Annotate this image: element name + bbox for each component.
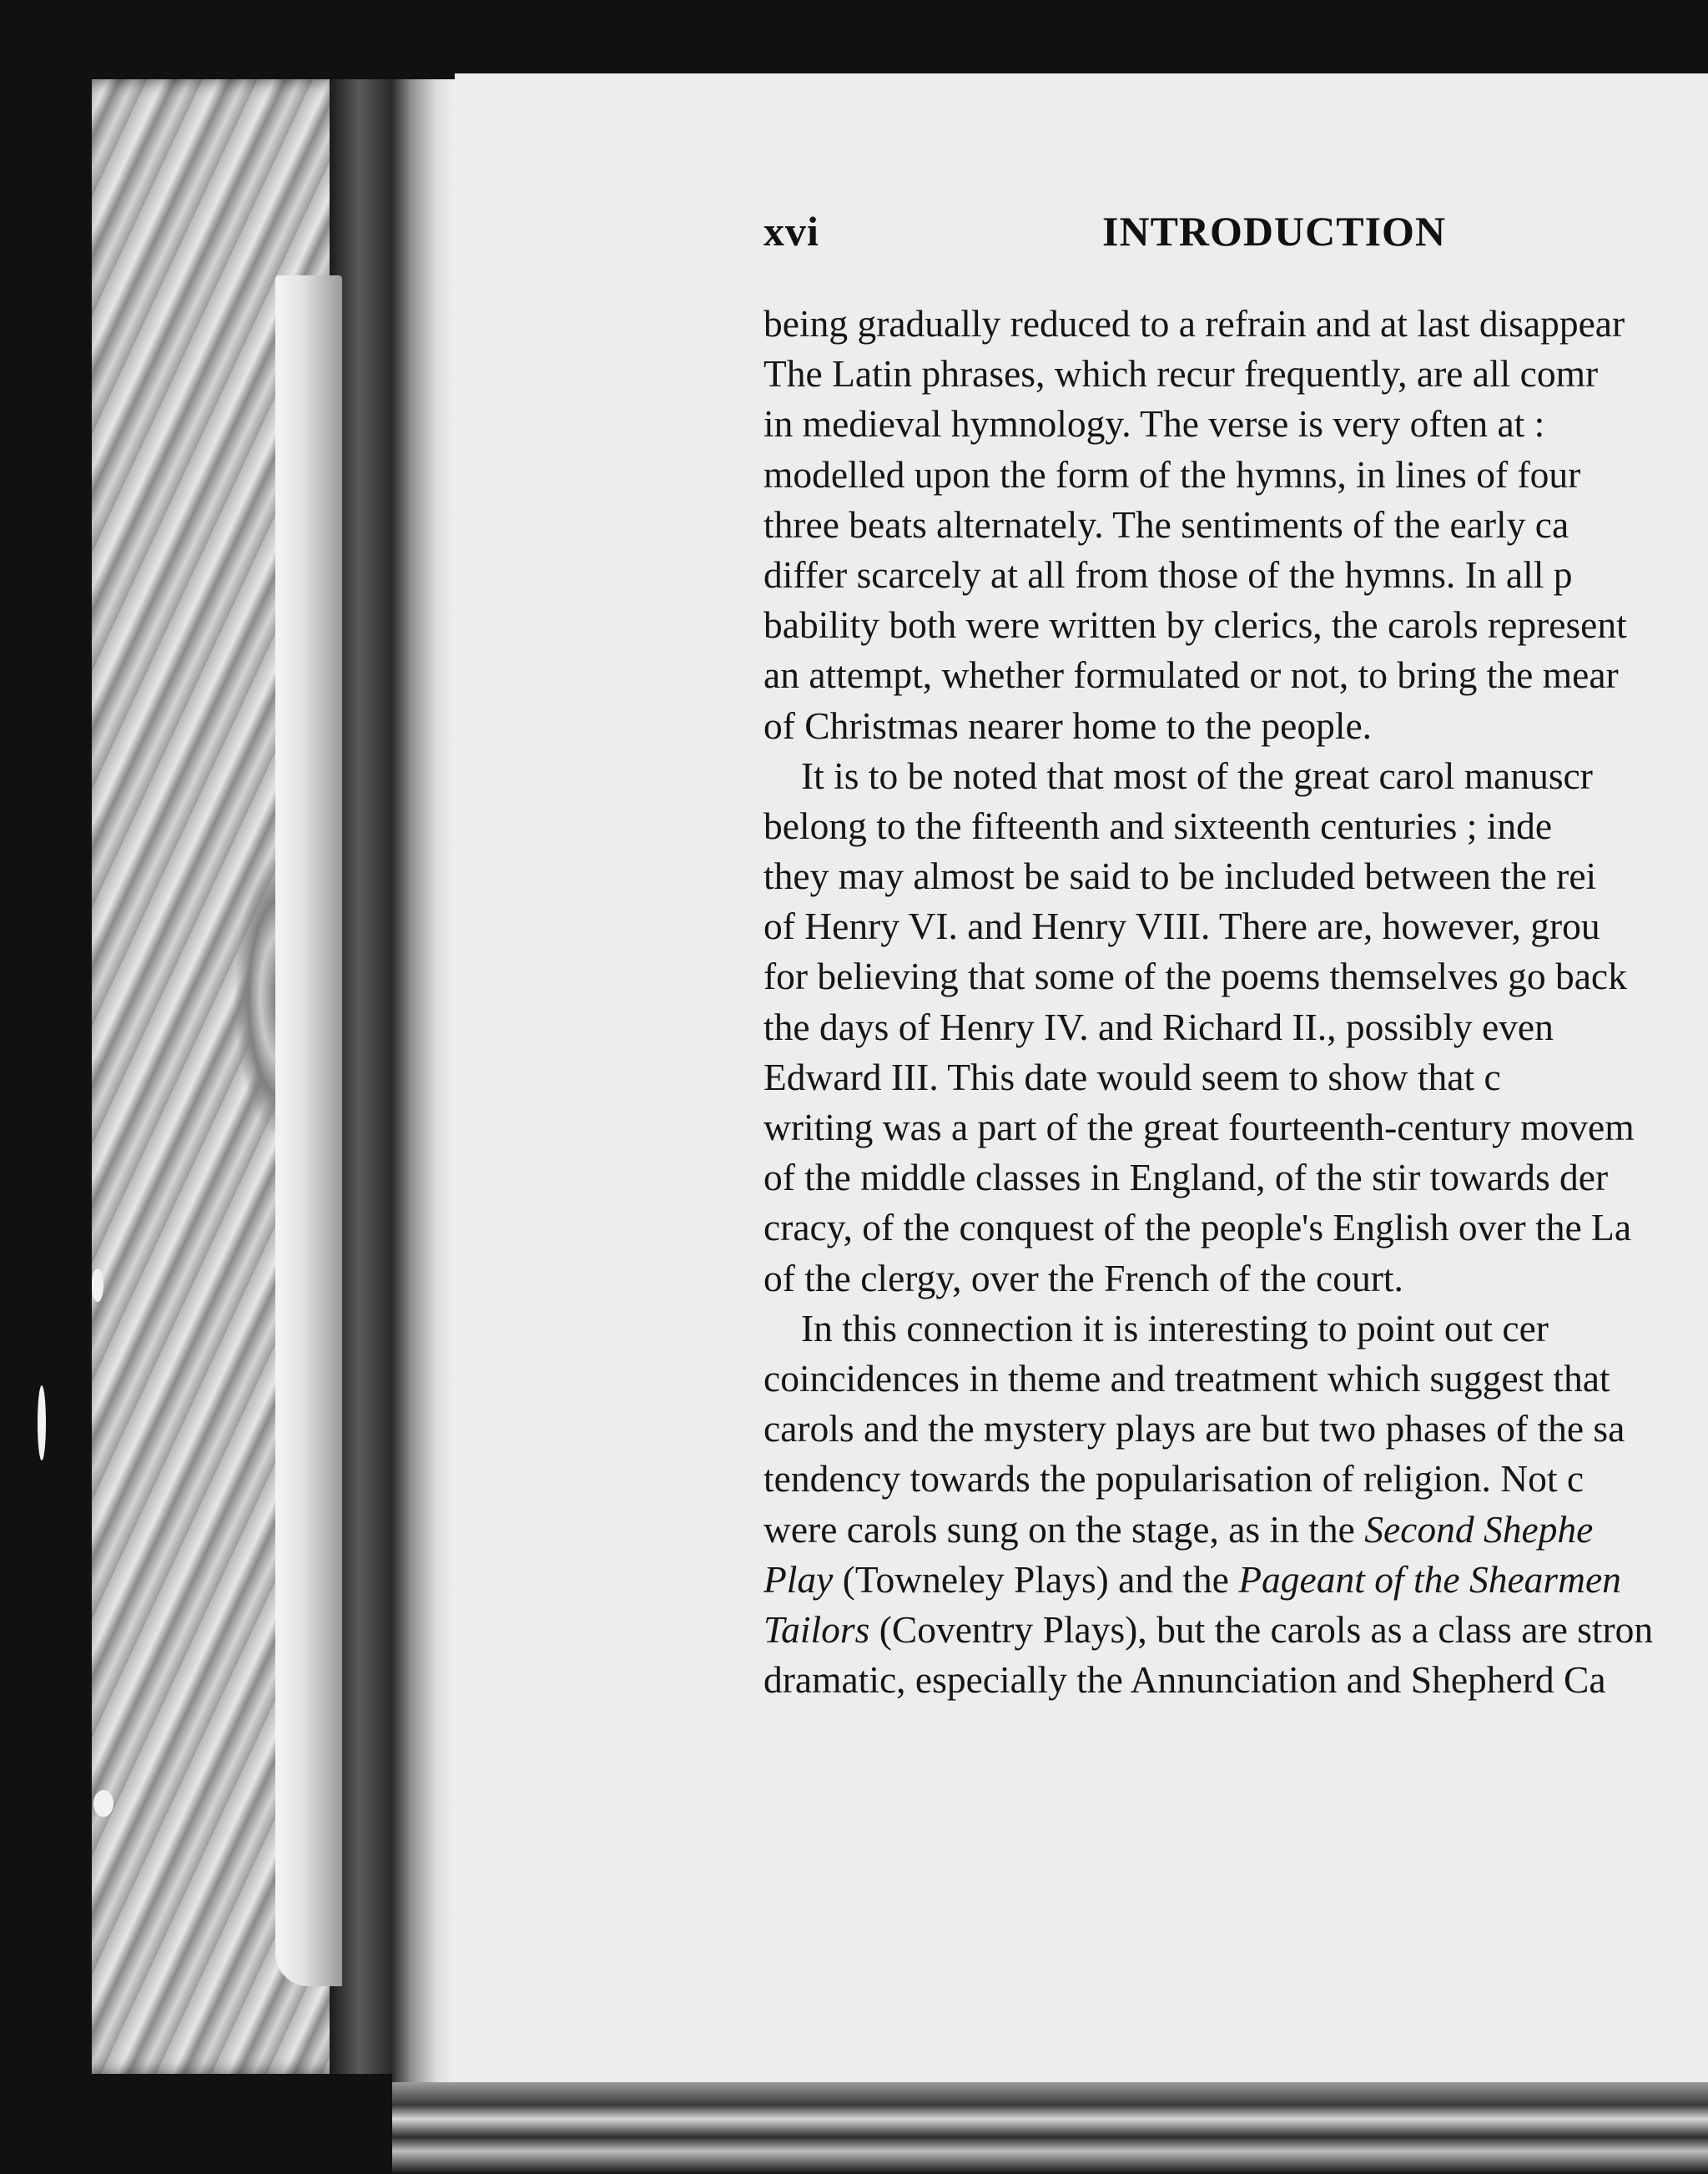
italic-title: Second Shephe bbox=[1364, 1507, 1594, 1551]
scan-speck bbox=[92, 1269, 103, 1302]
text-line bbox=[763, 1253, 1708, 1304]
text-segment: dramatic, especially the Annunciation and Shepherd Ca bbox=[763, 1658, 1606, 1702]
page-gutter bbox=[392, 79, 455, 2091]
text-line bbox=[763, 1052, 1708, 1102]
text-line bbox=[763, 349, 1708, 399]
text-segment: bability both were written by clerics, the carols represent bbox=[763, 603, 1627, 647]
text-segment: of Christmas nearer home to the people. bbox=[763, 704, 1373, 747]
running-title: INTRODUCTION bbox=[1102, 208, 1447, 255]
text-segment: of the clergy, over the French of the court. bbox=[763, 1256, 1403, 1299]
scan-speck bbox=[93, 1790, 113, 1817]
text-line bbox=[763, 650, 1708, 700]
text-line bbox=[763, 1505, 1708, 1555]
text-segment: Edward III. This date would seem to show that c bbox=[763, 1055, 1501, 1098]
italic-title: Pageant of the Shearmen bbox=[1238, 1557, 1621, 1601]
paragraph bbox=[763, 751, 1708, 1304]
text-segment: In this connection it is interesting to point out cer bbox=[801, 1306, 1549, 1349]
text-line bbox=[763, 801, 1708, 851]
text-segment: differ scarcely at all from those of the hymns. In all p bbox=[763, 552, 1573, 596]
scan-speck bbox=[38, 1385, 46, 1460]
text-line bbox=[763, 1304, 1708, 1354]
text-line bbox=[763, 901, 1708, 951]
text-line bbox=[763, 1605, 1708, 1655]
text-line bbox=[763, 1354, 1708, 1404]
text-segment: the days of Henry IV. and Richard II., possibly even bbox=[763, 1005, 1554, 1048]
text-segment: writing was a part of the great fourteenth-century movem bbox=[763, 1106, 1635, 1148]
italic-title: Play bbox=[763, 1557, 834, 1601]
text-segment: for believing that some of the poems themselves go back bbox=[763, 955, 1627, 998]
text-segment: an attempt, whether formulated or not, to bring the mear bbox=[763, 653, 1619, 697]
text-line bbox=[763, 851, 1708, 901]
text-line bbox=[763, 1102, 1708, 1153]
text-segment: (Coventry Plays), but the carols as a class are stron bbox=[869, 1607, 1654, 1651]
page-bottom-edge bbox=[392, 2082, 1708, 2174]
text-line bbox=[763, 701, 1708, 751]
paragraph bbox=[763, 299, 1708, 751]
text-segment: carols and the mystery plays are but two phases of the sa bbox=[763, 1407, 1625, 1450]
paragraph bbox=[763, 1304, 1708, 1706]
text-line bbox=[763, 450, 1708, 500]
text-segment: were carols sung on the stage, as in the bbox=[763, 1507, 1365, 1551]
text-segment: they may almost be said to be included between the rei bbox=[763, 855, 1597, 898]
text-line bbox=[763, 1555, 1708, 1605]
text-line bbox=[763, 1655, 1708, 1705]
page-number: xvi bbox=[763, 208, 819, 255]
text-line bbox=[763, 751, 1708, 801]
text-line bbox=[763, 550, 1708, 600]
text-segment: of the middle classes in England, of the stir towards der bbox=[763, 1156, 1609, 1199]
text-segment: three beats alternately. The sentiments of the early ca bbox=[763, 502, 1569, 546]
text-segment: belong to the fifteenth and sixteenth centuries ; inde bbox=[763, 804, 1553, 847]
text-segment: (Towneley Plays) and the bbox=[833, 1557, 1239, 1601]
text-line bbox=[763, 399, 1708, 449]
text-line bbox=[763, 1002, 1708, 1052]
text-segment: being gradually reduced to a refrain and at last disappear bbox=[763, 302, 1625, 345]
text-line bbox=[763, 1153, 1708, 1203]
running-head bbox=[763, 207, 1708, 265]
text-segment: tendency towards the popularisation of religion. Not c bbox=[763, 1457, 1585, 1501]
text-segment: The Latin phrases, which recur frequently, are all comr bbox=[763, 352, 1599, 396]
text-segment: of Henry VI. and Henry VIII. There are, however, grou bbox=[763, 905, 1600, 948]
italic-title: Tailors bbox=[763, 1607, 870, 1651]
text-segment: in medieval hymnology. The verse is very often at : bbox=[763, 402, 1545, 446]
text-line bbox=[763, 299, 1708, 349]
cover-flap bbox=[275, 275, 342, 1986]
text-line bbox=[763, 1404, 1708, 1454]
text-segment: modelled upon the form of the hymns, in lines of four bbox=[763, 452, 1581, 496]
text-segment: coincidences in theme and treatment which suggest that bbox=[763, 1356, 1610, 1400]
text-line bbox=[763, 1203, 1708, 1253]
text-line bbox=[763, 951, 1708, 1001]
text-line bbox=[763, 600, 1708, 650]
text-line bbox=[763, 500, 1708, 550]
text-segment: cracy, of the conquest of the people's English over the La bbox=[763, 1206, 1632, 1249]
text-line bbox=[763, 1454, 1708, 1504]
text-segment: It is to be noted that most of the great carol manuscr bbox=[801, 754, 1593, 797]
body-text bbox=[763, 299, 1708, 1884]
